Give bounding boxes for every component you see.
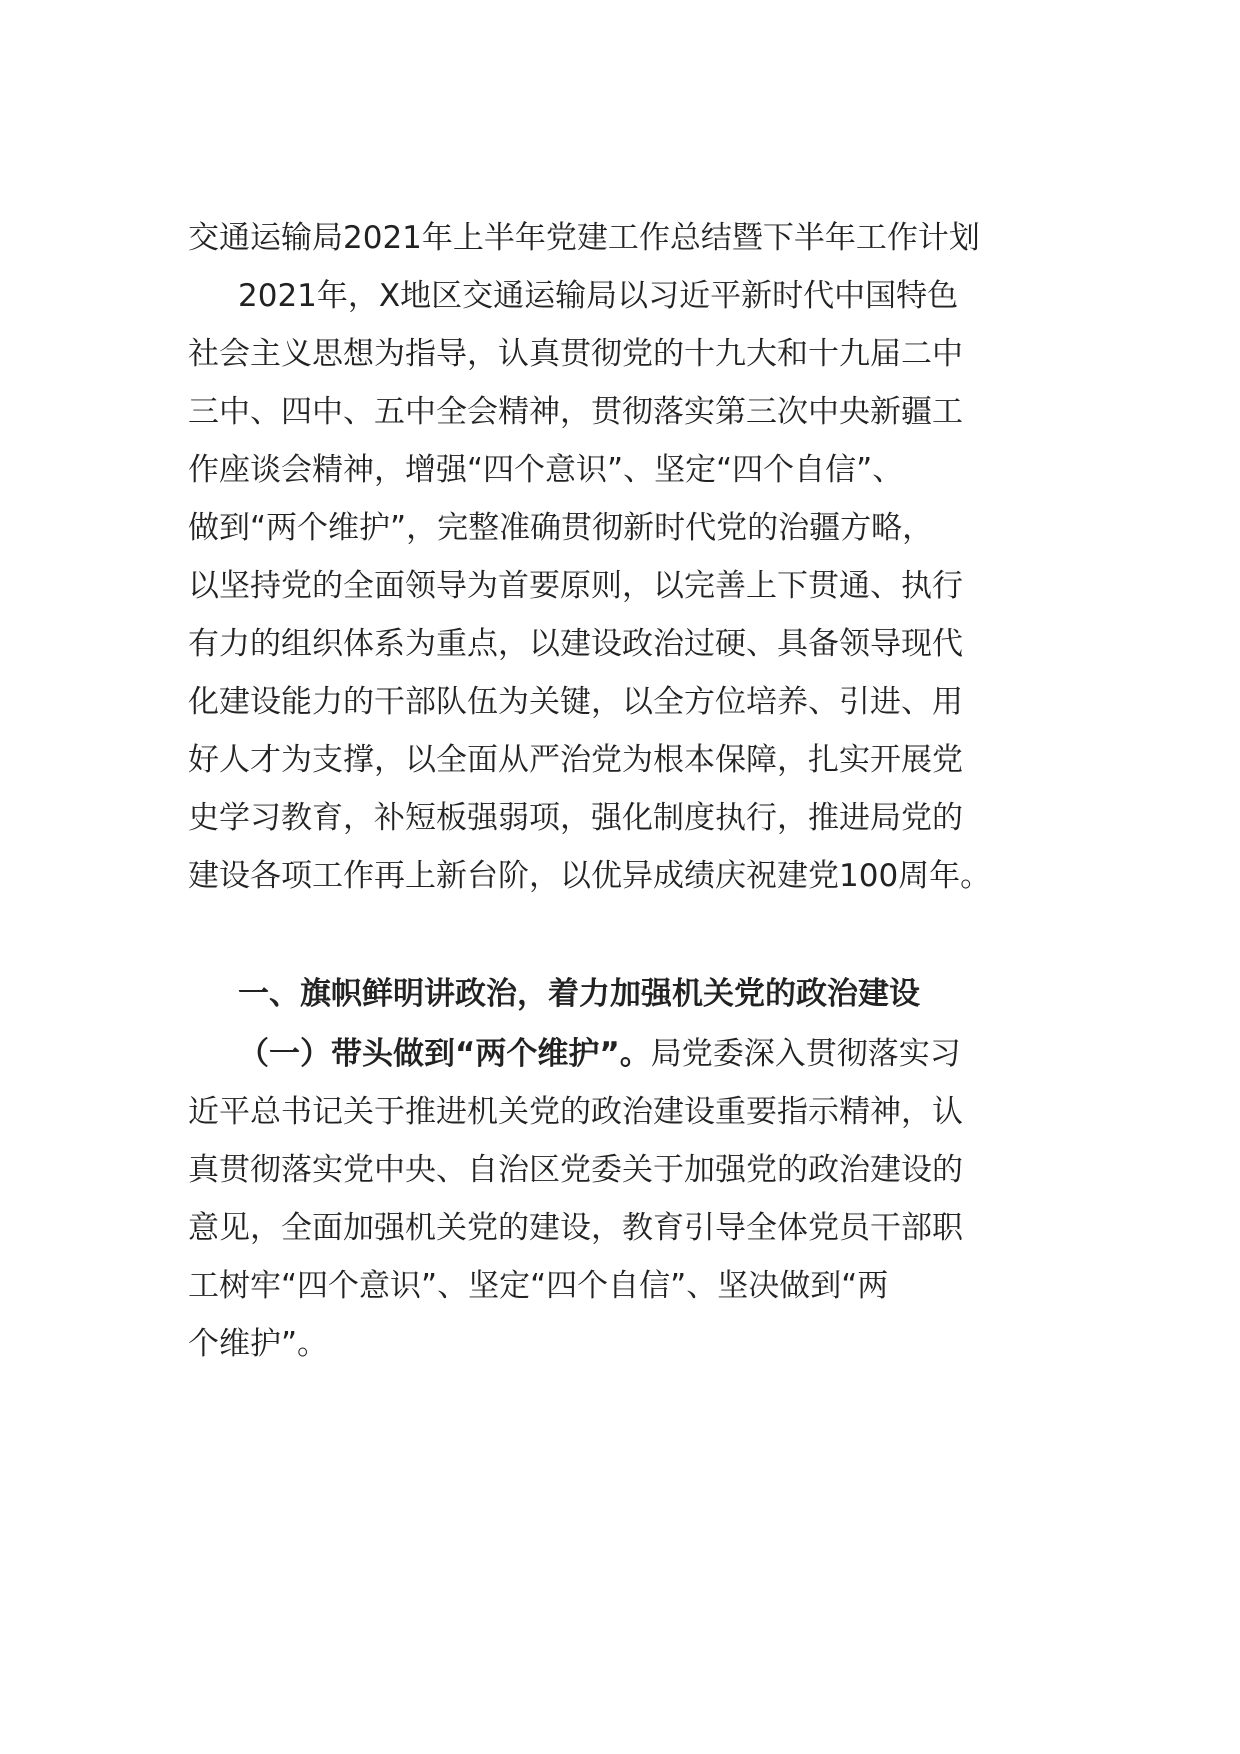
- section-heading: 一、旗帜鲜明讲政治，着力加强机关党的政治建设: [238, 976, 920, 1012]
- subsection-line-2: 近平总书记关于推进机关党的政治建设重要指示精神，认: [188, 1094, 963, 1130]
- subsection-line-3: 真贯彻落实党中央、自治区党委关于加强党的政治建设的: [188, 1152, 963, 1188]
- subsection-line-5: 工树牢“四个意识”、坚定“四个自信”、坚决做到“两: [188, 1268, 889, 1304]
- intro-line-6: 以坚持党的全面领导为首要原则，以完善上下贯通、执行: [188, 568, 963, 604]
- intro-line-4: 作座谈会精神，增强“四个意识”、坚定“四个自信”、: [188, 452, 904, 488]
- intro-line-1: 2021年，X地区交通运输局以习近平新时代中国特色: [238, 278, 959, 314]
- intro-line-10: 史学习教育，补短板强弱项，强化制度执行，推进局党的: [188, 800, 963, 836]
- intro-line-7: 有力的组织体系为重点，以建设政治过硬、具备领导现代: [188, 626, 963, 662]
- subsection-line-6: 个维护”。: [188, 1326, 329, 1362]
- intro-line-2: 社会主义思想为指导，认真贯彻党的十九大和十九届二中: [188, 336, 963, 372]
- intro-line-9: 好人才为支撑，以全面从严治党为根本保障，扎实开展党: [188, 742, 963, 778]
- subsection-first-line: [238, 1034, 961, 1074]
- subsection-title: （一）带头做到“两个维护”。: [238, 1036, 651, 1072]
- subsection-first-line-text: 局党委深入贯彻落实习: [650, 1036, 961, 1072]
- intro-line-8: 化建设能力的干部队伍为关键，以全方位培养、引进、用: [188, 684, 963, 720]
- intro-line-11: 建设各项工作再上新台阶，以优异成绩庆祝建党100周年。: [188, 858, 992, 894]
- intro-line-5: 做到“两个维护”，完整准确贯彻新时代党的治疆方略，: [188, 510, 934, 546]
- subsection-line-4: 意见，全面加强机关党的建设，教育引导全体党员干部职: [188, 1210, 963, 1246]
- intro-line-3: 三中、四中、五中全会精神，贯彻落实第三次中央新疆工: [188, 394, 963, 430]
- document-title: 交通运输局2021年上半年党建工作总结暨下半年工作计划: [188, 220, 980, 256]
